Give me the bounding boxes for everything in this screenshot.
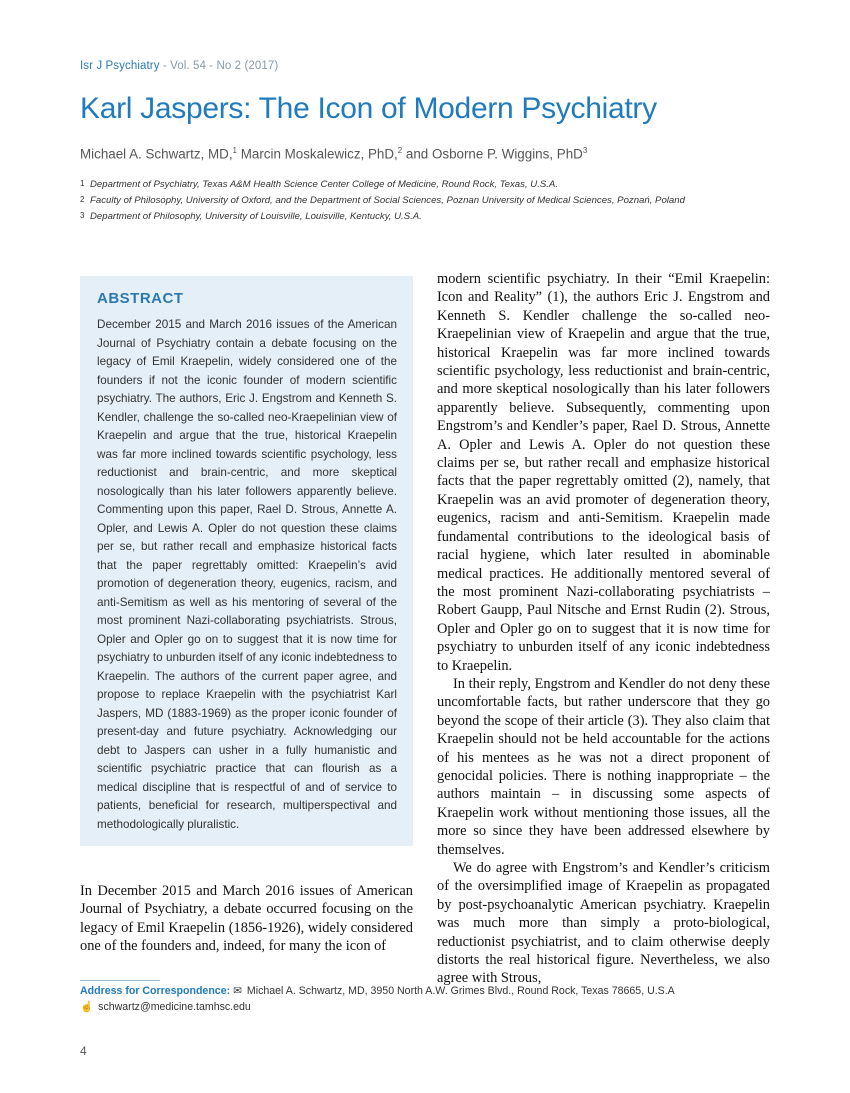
envelope-icon: ✉ — [233, 985, 242, 997]
abstract-text: December 2015 and March 2016 issues of the American Journal of Psychiatry contain a debate focusing on the legacy of Emil Kraepelin, widely considered one of the founders if not the iconic founder of modern scientific psychiatry. The authors, Eric J. Engstrom and Kenneth S. Kendler, challenge the so-called neo-Kraepelinian view of Kraepelin and argue that the true, historical Kraepelin was far more inclined towards scientific psychology, less reductionist and brain-centric, and more skeptical nosologically than his later followers apparently believe. Commenting upon this paper, Rael D. Strous, Annette A. Opler, and Lewis A. Opler do not question these claims per se, but rather recall and emphasize historical facts that the paper regrettably omitted: Kraepelin’s avid promotion of degeneration theory, eugenics, racism, and anti-Semitism as well as his mentoring of several of the most prominent Nazi-collaborating psychiatrists. Strous, Opler and Opler go on to suggest that it is now time for psychiatry to unburden itself of any iconic indebtedness to Kraepelin. The authors of the current paper agree, and propose to replace Kraepelin with the psychiatrist Karl Jaspers, MD (1883-1969) as the proper iconic founder of present-day and future psychiatry. Acknowledging our debt to Jaspers can usher in a fully humanistic and scientific psychiatric practice that can flourish as a medical discipline that is respectful of and of service to patients, beneficial for research, multiperspectival and methodologically pluralistic. — [97, 318, 397, 831]
footnote-divider — [80, 980, 160, 981]
journal-header — [80, 60, 278, 72]
author-affiliation-mark: 1 — [232, 146, 237, 155]
author-name: Marcin Moskalewicz, PhD, — [237, 146, 398, 162]
abstract-box — [80, 276, 413, 846]
body-paragraph: We do agree with Engstrom’s and Kendler’s criticism of the oversimplified image of Kraepelin as propagated by post-psychoanalytic American psychiatry. Kraepelin was much more than simply a proto-biological, reductionist psychiatrist, and to claim otherwise deeply distorts the real historical figure. Nevertheless, we also agree with Strous, — [437, 860, 770, 987]
affiliation-item — [80, 211, 685, 227]
affiliation-text: Department of Philosophy, University of Louisville, Louisville, Kentucky, U.S.A. — [90, 211, 422, 222]
body-paragraph: modern scientific psychiatry. In their “Emil Kraepelin: Icon and Reality” (1), the authors Eric J. Engstrom and Kenneth S. Kendler challenge the so-called neo-Kraepelinian view of Kraepelin and argue that the true, historical Kraepelin was far more inclined towards scientific psychology, less reductionist and brain-centric, and more skeptical nosologically than his later followers apparently believe. Subsequently, commenting upon Engstrom’s and Kendler’s paper, Rael D. Strous, Annette A. Opler and Lewis A. Opler do not question these claims per se, but rather recall and emphasize historical facts that the paper regrettably omitted (2), namely, that Kraepelin was an avid promoter of degeneration theory, eugenics, racism and anti-Semitism. Kraepelin made fundamental contributions to the ideological basis of racial hygiene, which later resulted in abominable medical practices. He additionally mentored several of the most prominent Nazi-collaborating psychiatrists – Robert Gaupp, Paul Nitsche and Ernst Rudin (2). Strous, Opler and Opler go on to suggest that it is now time for psychiatry to unburden itself of any iconic indebtedness to Kraepelin. — [437, 271, 770, 674]
author-affiliation-mark: 2 — [397, 146, 403, 155]
author-affiliation-mark: 3 — [582, 146, 588, 155]
correspondence-address: Michael A. Schwartz, MD, 3950 North A.W. Grimes Blvd., Round Rock, Texas 78665, U.S.A — [243, 985, 675, 997]
affiliation-item — [80, 195, 685, 211]
affiliation-number: 2 — [80, 195, 85, 204]
affiliation-text: Faculty of Philosophy, University of Oxford, and the Department of Social Sciences, Poznan University of Medical Sciences, Poznań, Poland — [90, 195, 685, 206]
journal-issue: - Vol. 54 - No 2 (2017) — [159, 60, 279, 72]
affiliation-number: 3 — [80, 211, 85, 220]
journal-name: Isr J Psychiatry — [80, 60, 160, 72]
abstract-heading: ABSTRACT — [97, 290, 184, 307]
body-paragraph-left: In December 2015 and March 2016 issues of American Journal of Psychiatry, a debate occurred focusing on the legacy of Emil Kraepelin (1856-1926), widely considered one of the founders and, indeed, for many the icon of — [80, 883, 413, 955]
affiliation-list — [80, 179, 685, 227]
affiliation-number: 1 — [80, 179, 85, 188]
article-title: Karl Jaspers: The Icon of Modern Psychiatry — [80, 92, 657, 125]
pointer-icon: ☝ — [80, 1001, 94, 1013]
body-column-right — [437, 270, 770, 988]
author-list — [80, 146, 587, 161]
affiliation-text: Department of Psychiatry, Texas A&M Health Science Center College of Medicine, Round Rock, Texas, U.S.A. — [90, 179, 558, 190]
page-number: 4 — [80, 1044, 87, 1058]
correspondence-label: Address for Correspondence: — [80, 985, 231, 997]
affiliation-item — [80, 179, 685, 195]
correspondence-footnote — [80, 985, 675, 1015]
author-name: and Osborne P. Wiggins, PhD — [402, 146, 583, 162]
correspondence-email[interactable]: schwartz@medicine.tamhsc.edu — [95, 1001, 251, 1013]
author-name: Michael A. Schwartz, MD, — [80, 146, 233, 162]
body-paragraph: In their reply, Engstrom and Kendler do not deny these uncomfortable facts, but rather underscore that they go beyond the scope of their article (3). They also claim that Kraepelin should not be held accountable for the actions of his mentees as he was not a direct proponent of genocidal policies. There is nothing inappropriate – the authors maintain – in discussing some aspects of Kraepelin work without mentioning those issues, all the more so since they have been addressed elsewhere by themselves. — [437, 675, 770, 858]
